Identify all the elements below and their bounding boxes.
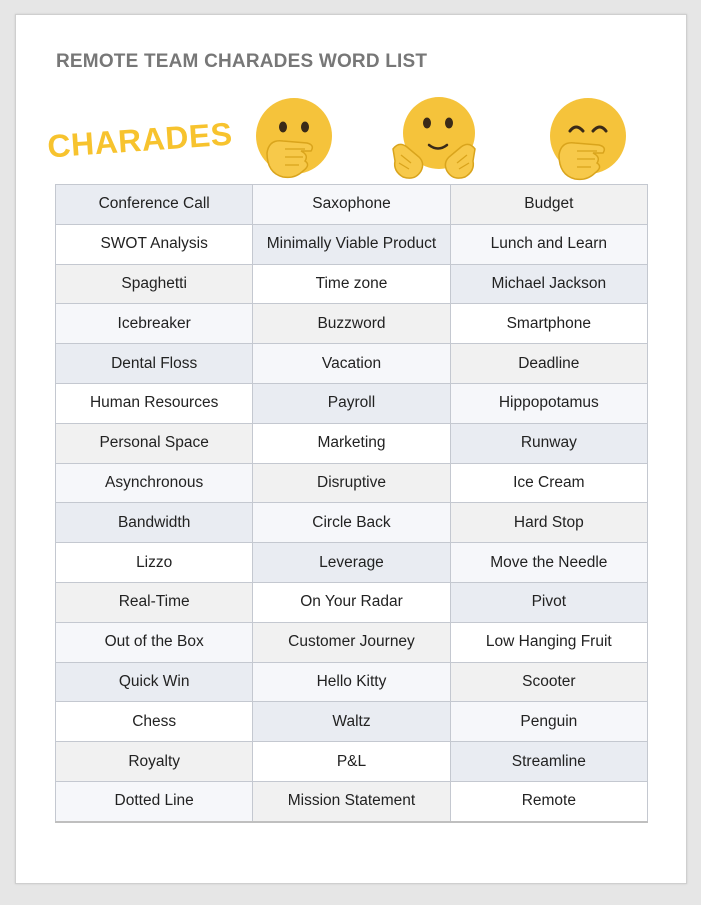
word-cell: Scooter [450, 662, 647, 702]
table-row [56, 742, 648, 782]
table-row [56, 264, 648, 304]
word-cell: Spaghetti [56, 264, 253, 304]
table-row [56, 543, 648, 583]
word-cell: Dotted Line [56, 781, 253, 821]
word-cell: Quick Win [56, 662, 253, 702]
word-cell: Smartphone [450, 304, 647, 344]
table-row [56, 622, 648, 662]
word-cell: P&L [253, 742, 450, 782]
table-row [56, 423, 648, 463]
word-cell: On Your Radar [253, 582, 450, 622]
table-row [56, 463, 648, 503]
table-row [56, 702, 648, 742]
word-cell: Personal Space [56, 423, 253, 463]
document-page [15, 14, 687, 884]
word-cell: Ice Cream [450, 463, 647, 503]
word-cell: Low Hanging Fruit [450, 622, 647, 662]
word-cell: Icebreaker [56, 304, 253, 344]
word-cell: Vacation [253, 344, 450, 384]
word-cell: Time zone [253, 264, 450, 304]
word-cell: Real-Time [56, 582, 253, 622]
word-list-table [55, 184, 648, 823]
word-cell: Royalty [56, 742, 253, 782]
word-cell: Runway [450, 423, 647, 463]
hand-over-mouth-emoji-icon [249, 91, 339, 187]
page-title: REMOTE TEAM CHARADES WORD LIST [56, 51, 428, 72]
word-cell: Waltz [253, 702, 450, 742]
word-cell: Deadline [450, 344, 647, 384]
word-cell: Buzzword [253, 304, 450, 344]
word-cell: Hard Stop [450, 503, 647, 543]
word-cell: Chess [56, 702, 253, 742]
table-row [56, 344, 648, 384]
word-cell: Hippopotamus [450, 383, 647, 423]
table-row [56, 662, 648, 702]
word-cell: Leverage [253, 543, 450, 583]
logo-text: CHARADES [46, 115, 234, 165]
word-cell: Customer Journey [253, 622, 450, 662]
word-cell: Dental Floss [56, 344, 253, 384]
word-cell: Streamline [450, 742, 647, 782]
table-row [56, 185, 648, 225]
word-cell: Saxophone [253, 185, 450, 225]
table-row [56, 383, 648, 423]
word-cell: Move the Needle [450, 543, 647, 583]
word-cell: Out of the Box [56, 622, 253, 662]
word-cell: SWOT Analysis [56, 224, 253, 264]
table-row [56, 304, 648, 344]
word-list-body [56, 185, 648, 822]
charades-logo [46, 111, 234, 171]
word-cell: Lizzo [56, 543, 253, 583]
word-cell: Human Resources [56, 383, 253, 423]
word-cell: Minimally Viable Product [253, 224, 450, 264]
word-cell: Lunch and Learn [450, 224, 647, 264]
word-cell: Bandwidth [56, 503, 253, 543]
table-row [56, 503, 648, 543]
word-cell: Remote [450, 781, 647, 821]
word-cell: Asynchronous [56, 463, 253, 503]
smiling-face-hand-over-mouth-emoji-icon [543, 91, 633, 187]
word-cell: Disruptive [253, 463, 450, 503]
table-row [56, 781, 648, 821]
table-row [56, 224, 648, 264]
word-cell: Penguin [450, 702, 647, 742]
word-cell: Payroll [253, 383, 450, 423]
word-cell: Mission Statement [253, 781, 450, 821]
word-cell: Budget [450, 185, 647, 225]
word-cell: Pivot [450, 582, 647, 622]
word-cell: Marketing [253, 423, 450, 463]
word-cell: Circle Back [253, 503, 450, 543]
hugging-face-emoji-icon [389, 91, 479, 187]
word-cell: Hello Kitty [253, 662, 450, 702]
word-cell: Conference Call [56, 185, 253, 225]
table-row [56, 582, 648, 622]
word-cell: Michael Jackson [450, 264, 647, 304]
